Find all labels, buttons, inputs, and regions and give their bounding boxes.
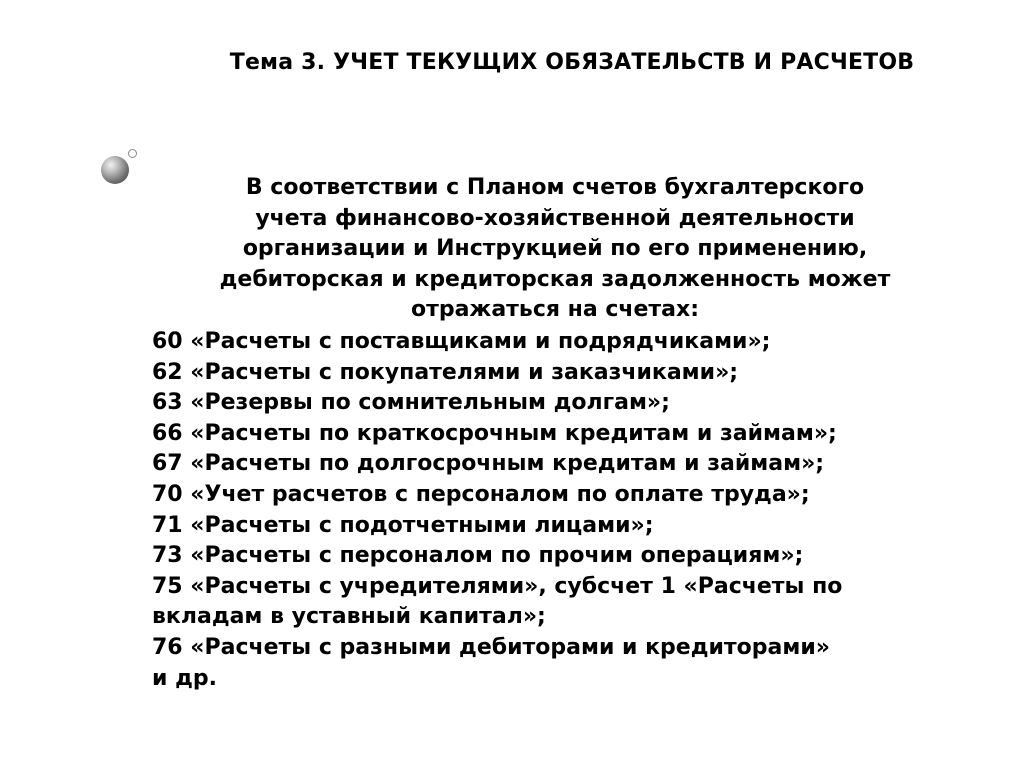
account-item: 63 «Резервы по сомнительным долгам»; [152, 390, 670, 416]
account-item: 67 «Расчеты по долгосрочным кредитам и займам»; [152, 451, 825, 477]
sphere-bullet-icon [101, 156, 129, 184]
account-item: 70 «Учет расчетов с персоналом по оплате труда»; [152, 481, 810, 507]
intro-line: отражаться на счетах: [410, 297, 700, 323]
account-item: 75 «Расчеты с учредителями», субсчет 1 «Расчеты по [152, 573, 843, 599]
account-item: 71 «Расчеты с подотчетными лицами»; [152, 512, 654, 538]
account-item-continuation: и др. [152, 665, 217, 691]
intro-line: организации и Инструкцией по его применению, [242, 236, 868, 262]
account-item: 66 «Расчеты по краткосрочным кредитам и займам»; [152, 420, 837, 446]
accounts-list [152, 327, 972, 694]
intro-line: дебиторская и кредиторская задолженность может [219, 266, 891, 292]
slide-title: Тема 3. УЧЕТ ТЕКУЩИХ ОБЯЗАТЕЛЬСТВ И РАСЧЕТОВ [229, 50, 915, 75]
account-item: 76 «Расчеты с разными дебиторами и кредиторами» [152, 634, 830, 660]
intro-line: учета финансово-хозяйственной деятельности [255, 205, 855, 231]
intro-paragraph [150, 173, 960, 326]
account-item: 60 «Расчеты с поставщиками и подрядчиками»; [152, 329, 771, 354]
account-item-continuation: вкладам в уставный капитал»; [152, 604, 546, 630]
account-item: 73 «Расчеты с персоналом по прочим операциям»; [152, 543, 804, 569]
intro-line: В соответствии с Планом счетов бухгалтерского [245, 175, 865, 200]
account-item: 62 «Расчеты с покупателями и заказчиками»; [152, 359, 739, 385]
small-circle-icon [128, 149, 137, 158]
